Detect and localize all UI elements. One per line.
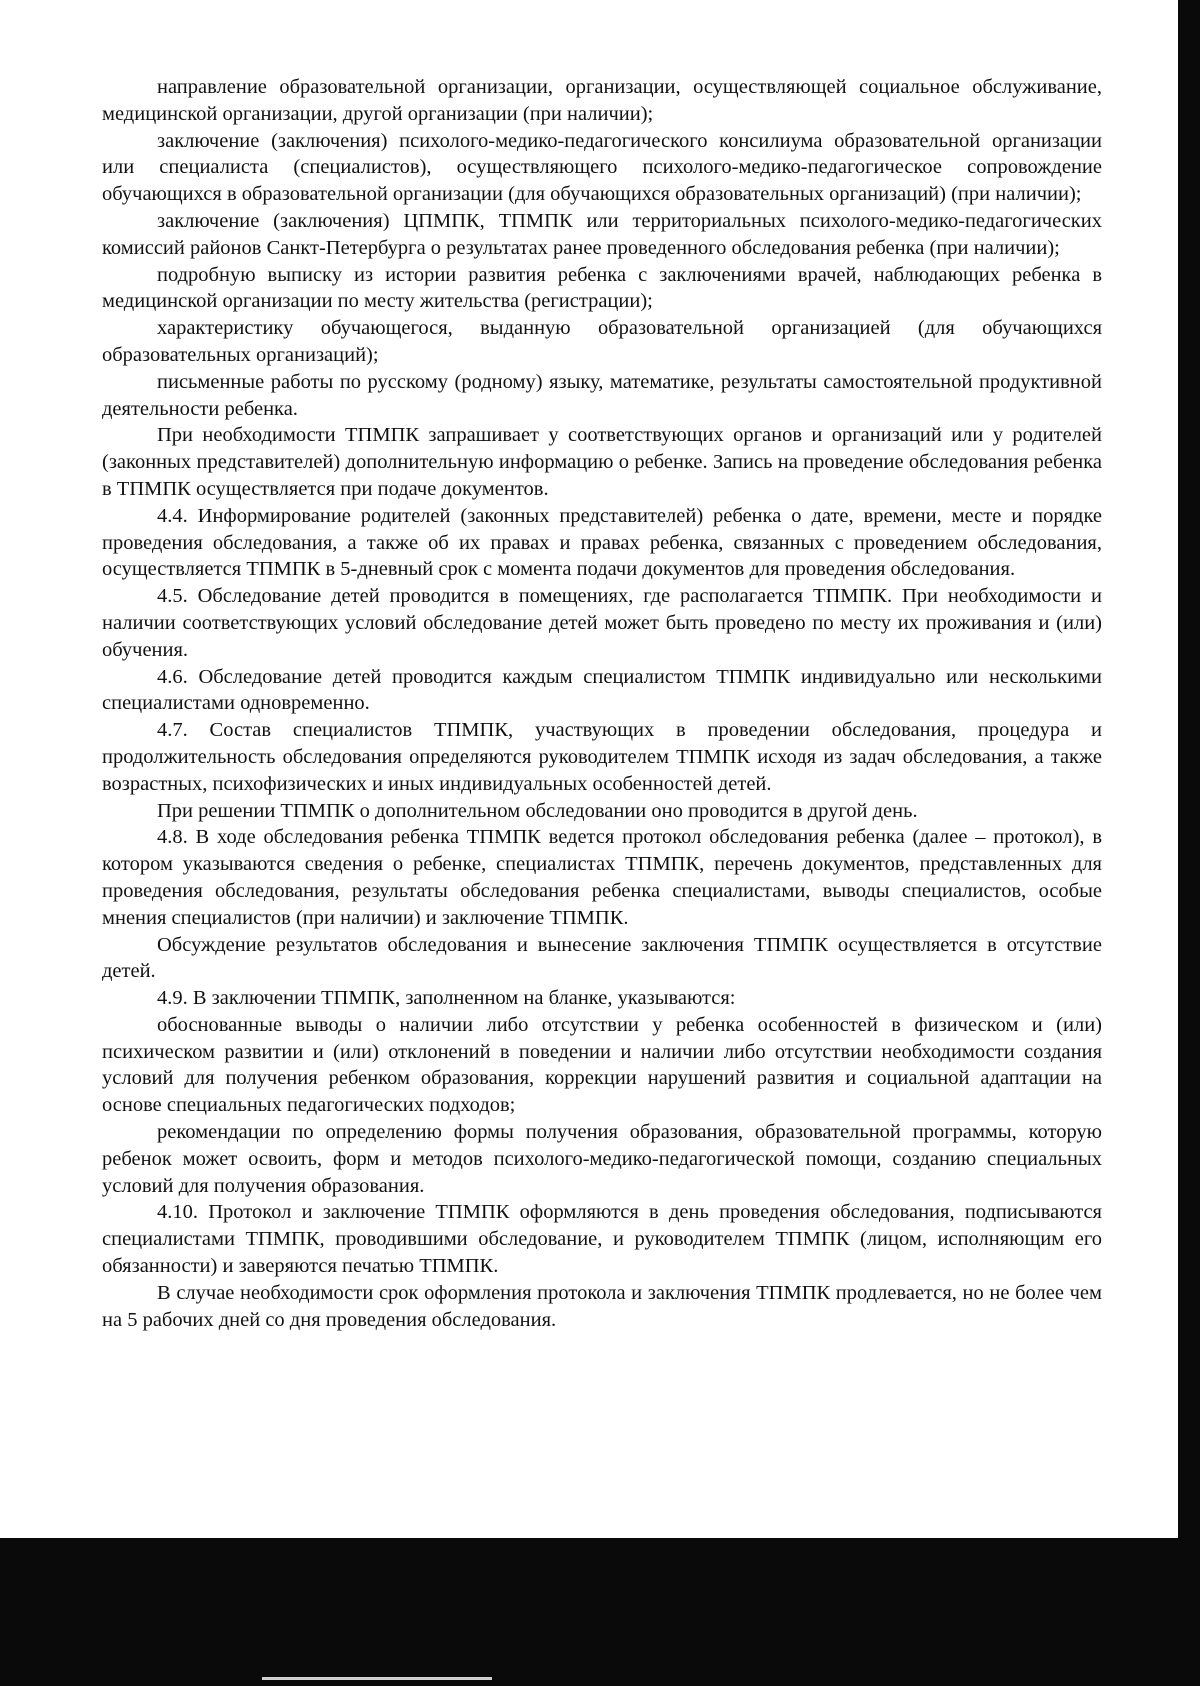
paragraph-7: При необходимости ТПМПК запрашивает у соответствующих органов и организаций или у родителей (законных представителей) дополнительную информацию о ребенке. Запись на проведение обследования ребенка в ТПМПК осуществляется при подаче документов. [102,424,1102,500]
document-body [102,74,1102,1333]
paragraph-2: заключение (заключения) психолого-медико-педагогического консилиума образовательной организации или специалиста (специалистов), осуществляющего психолого-медико-педагогическое сопровождение обучающихся в образовательной организации (для обучающихся образовательных организаций) (при наличии); [102,129,1102,206]
paragraph-1: направление образовательной организации, организации, осуществляющей социальное обслуживание, медицинской организации, другой организации (при наличии); [102,76,1102,125]
paragraph-4-7: 4.7. Состав специалистов ТПМПК, участвующих в проведении обследования, процедура и продолжительность обследования определяются руководителем ТПМПК исходя из задач обследования, а также возрастных, психофизических и иных индивидуальных особенностей детей. [102,719,1102,795]
paragraph-4-8: 4.8. В ходе обследования ребенка ТПМПК ведется протокол обследования ребенка (далее – протокол), в котором указываются сведения о ребенке, специалистах ТПМПК, перечень документов, представленных для проведения обследования, результаты обследования ребенка специалистами, выводы специалистов, особые мнения специалистов (при наличии) и заключение ТПМПК. [102,826,1102,929]
paragraph-4: подробную выписку из истории развития ребенка с заключениями врачей, наблюдающих ребенка в медицинской организации по месту жительства (регистрации); [102,263,1102,313]
paragraph-3: заключение (заключения) ЦПМПК, ТПМПК или территориальных психолого-медико-педагогических комиссий районов Санкт-Петербурга о результатах ранее проведенного обследования ребенка (при наличии); [102,209,1102,259]
paragraph-discussion: Обсуждение результатов обследования и вынесение заключения ТПМПК осуществляется в отсутствие детей. [102,933,1102,983]
paragraph-extension: В случае необходимости срок оформления протокола и заключения ТПМПК продлевается, но не более чем на 5 рабочих дней со дня проведения обследования. [102,1281,1102,1331]
paragraph-5: характеристику обучающегося, выданную образовательной организацией (для обучающихся образовательных организаций); [102,317,1102,366]
paragraph-conclusions: обоснованные выводы о наличии либо отсутствии у ребенка особенностей в физическом и (или) психическом развитии и (или) отклонений в поведении и наличии либо отсутствии необходимости создания условий для получения ребенком образования, коррекции нарушений развития и социальной адаптации на основе специальных педагогических подходов; [102,1013,1102,1117]
paragraph-4-5: 4.5. Обследование детей проводится в помещениях, где располагается ТПМПК. При необходимости и наличии соответствующих условий обследование детей может быть проведено по месту их проживания и (или) обучения. [102,585,1102,661]
paragraph-4-4: 4.4. Информирование родителей (законных представителей) ребенка о дате, времени, месте и порядке проведения обследования, а также об их правах и правах ребенка, связанных с проведением обследования, осуществляется ТПМПК в 5-дневный срок с момента подачи документов для проведения обследования. [102,504,1102,581]
paragraph-recommendations: рекомендации по определению формы получения образования, образовательной программы, которую ребенок может освоить, форм и методов психолого-медико-педагогической помощи, созданию специальных условий для получения образования. [102,1121,1102,1197]
scan-right-border [1178,0,1200,1686]
paragraph-4-9: 4.9. В заключении ТПМПК, заполненном на бланке, указываются: [157,987,736,1010]
paragraph-additional-exam: При решении ТПМПК о дополнительном обследовании оно проводится в другой день. [157,799,918,822]
paragraph-6: письменные работы по русскому (родному) языку, математике, результаты самостоятельной продуктивной деятельности ребенка. [102,370,1102,420]
scan-bottom-border [0,1538,1200,1686]
paragraph-4-6: 4.6. Обследование детей проводится каждым специалистом ТПМПК индивидуально или несколькими специалистами одновременно. [102,665,1102,715]
scan-artifact-line [262,1677,492,1680]
paragraph-4-10: 4.10. Протокол и заключение ТПМПК оформляются в день проведения обследования, подписываются специалистами ТПМПК, проводившими обследование, и руководителем ТПМПК (лицом, исполняющим его обязанности) и заверяются печатью ТПМПК. [102,1201,1102,1278]
